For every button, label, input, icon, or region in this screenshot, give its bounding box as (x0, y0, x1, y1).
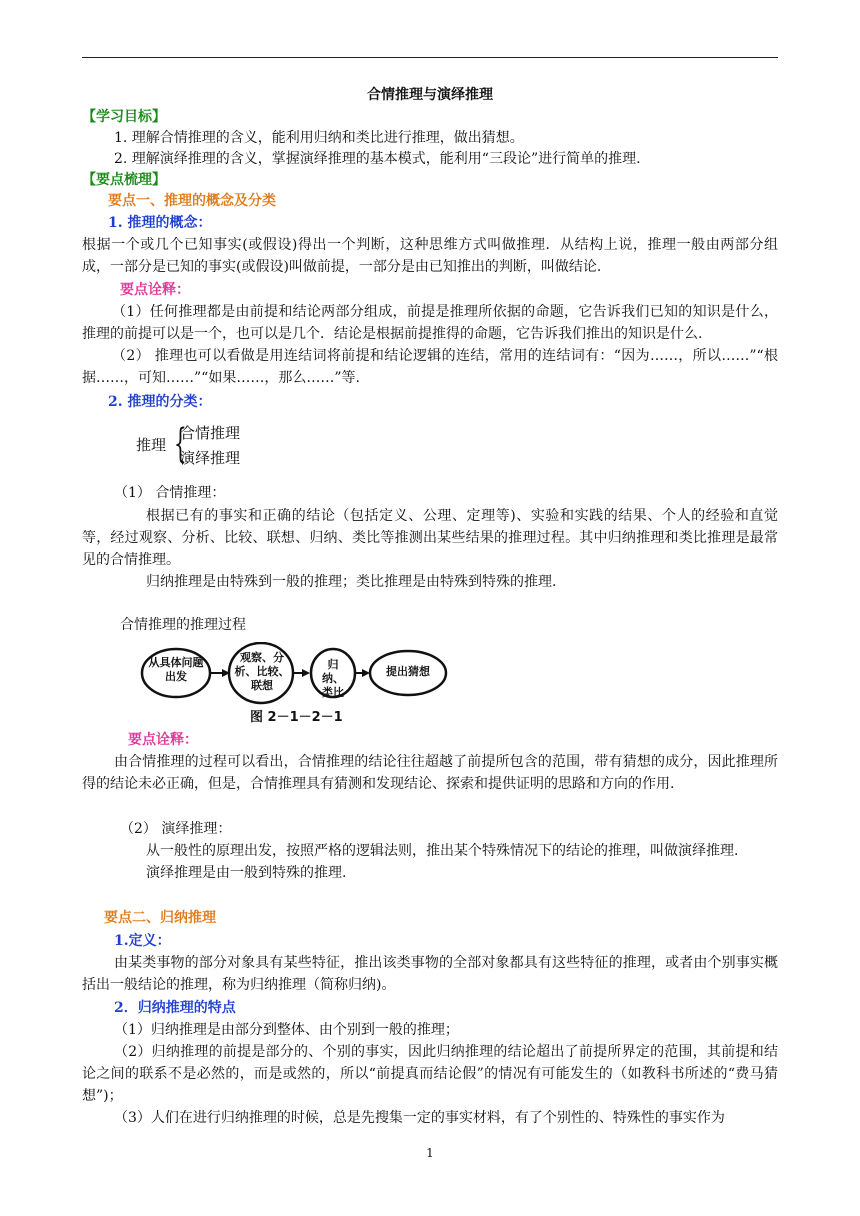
feature-3: （3）人们在进行归纳推理的时候，总是先搜集一定的事实材料，有了个别性的、特殊性的事实作为 (114, 1110, 725, 1126)
note-paragraph-3: 由合情推理的过程可以看出，合情推理的结论往往超越了前提所包含的范围，带有猜想的成分，因此推理所得的结论未必正确，但是，合情推理具有猜测和发现结论、探索和提供证明的思路和方向的作用. (82, 754, 778, 792)
page-number: 1 (426, 1146, 434, 1160)
point-1-2-heading: 2. 推理的分类： (108, 394, 212, 410)
classification-deductive: 演绎推理 (180, 449, 241, 467)
goal-2: 2. 理解演绎推理的含义，掌握演绎推理的基本模式，能利用“三段论”进行简单的推理. (114, 151, 641, 167)
concept-paragraph: 根据一个或几个已知事实(或假设)得出一个判断，这种思维方式叫做推理．从结构上说，推理一般由两部分组成，一部分是已知的事实(或假设)叫做前提，一部分是由已知推出的判断，叫做结论. (82, 237, 778, 275)
point-1-1-heading: 1. 推理的概念： (108, 215, 212, 231)
feature-2: （2）归纳推理的前提是部分的、个别的事实，因此归纳推理的结论超出了前提所界定的范围，其前提和结论之间的联系不是必然的，而是或然的，所以“前提真而结论假”的情况有可能发生的（如教科书所述的“费马猜想”)； (82, 1044, 778, 1104)
classification-heuristic: 合情推理 (180, 424, 241, 442)
flow-node-1: 从具体问题出发 (148, 656, 204, 683)
point-2-title: 要点二、归纳推理 (104, 910, 216, 926)
point-1-title: 要点一、推理的概念及分类 (108, 193, 276, 209)
point-2-2-heading: 2．归纳推理的特点 (114, 1000, 236, 1016)
deductive-label: （2） 演绎推理： (120, 821, 232, 837)
heuristic-definition: 归纳推理是由特殊到一般的推理；类比推理是由特殊到特殊的推理. (146, 574, 557, 590)
flow-arrow-head (302, 669, 310, 677)
brace-icon: { (174, 421, 187, 467)
flow-node-4: 提出猜想 (386, 665, 430, 678)
heuristic-label: （1） 合情推理： (114, 485, 226, 501)
induction-definition: 由某类事物的部分对象具有某些特征，推出该类事物的全部对象都具有这些特征的推理，或者由个别事实概括出一般结论的推理，称为归纳推理（简称归纳)。 (82, 955, 778, 993)
classification-root: 推理 (136, 436, 167, 454)
point-2-1-heading: 1.定义： (114, 933, 171, 949)
goal-1: 1. 理解合情推理的含义，能利用归纳和类比进行推理，做出猜想。 (114, 130, 524, 146)
heuristic-paragraph: 根据已有的事实和正确的结论（包括定义、公理、定理等)、实验和实践的结果、个人的经验和直觉等，经过观察、分析、比较、联想、归纳、类比等推测出某些结果的推理过程。其中归纳推理和类比推理是最常见的合情推理。 (82, 508, 778, 568)
flow-node-3: 归纳、类比 (322, 658, 344, 699)
deductive-paragraph: 从一般性的原理出发，按照严格的逻辑法则，推出某个特殊情况下的结论的推理，叫做演绎推理. (146, 843, 739, 859)
header-rule (82, 57, 778, 58)
section-key-points: 【要点梳理】 (82, 172, 166, 188)
feature-1: （1）归纳推理是由部分到整体、由个别到一般的推理； (114, 1022, 459, 1038)
section-learning-goals: 【学习目标】 (82, 109, 166, 125)
flow-caption: 合情推理的推理过程 (120, 617, 246, 633)
note-label-1: 要点诠释： (120, 282, 190, 298)
note-label-2: 要点诠释： (128, 732, 198, 748)
note-paragraph-2: （2） 推理也可以看做是用连结词将前提和结论逻辑的连结，常用的连结词有：“因为……，所以……”“根据……，可知……”“如果……，那么……”等. (82, 348, 778, 386)
deductive-definition: 演绎推理是由一般到特殊的推理. (146, 865, 347, 881)
note-paragraph-1: （1）任何推理都是由前提和结论两部分组成，前提是推理所依据的命题，它告诉我们已知的知识是什么，推理的前提可以是一个，也可以是几个．结论是根据前提推得的命题，它告诉我们推出的知识是什么. (82, 304, 778, 342)
page-title: 合情推理与演绎推理 (367, 87, 493, 103)
flow-node-2: 观察、分析、比较、联想 (234, 651, 290, 692)
flow-figure-label: 图 2－1－2－1 (250, 710, 343, 725)
